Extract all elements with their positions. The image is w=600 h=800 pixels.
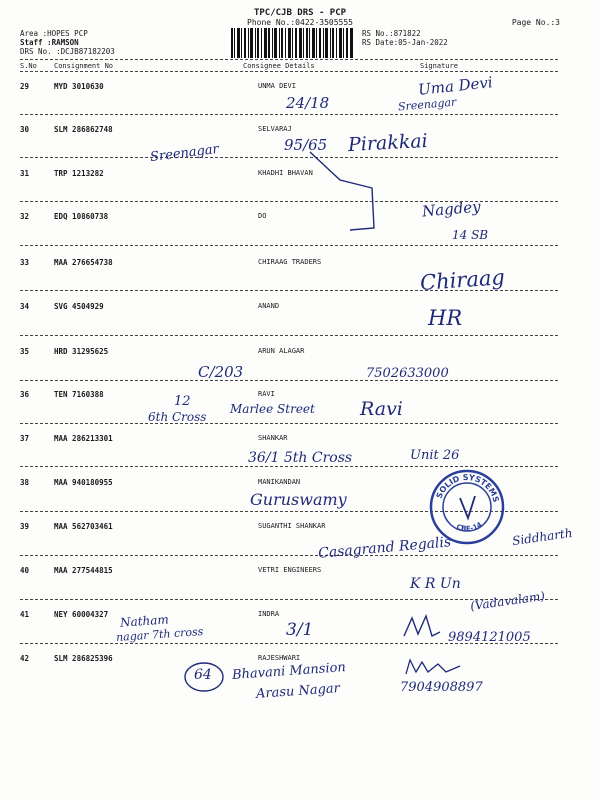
handwritten-note: Marlee Street	[230, 402, 315, 416]
staff-label: Staff :RAMSON	[20, 38, 79, 47]
consignment-number: EDQ 10860738	[54, 212, 109, 221]
consignee-name: KHADHI BHAVAN	[258, 169, 313, 177]
handwritten-note: 12	[174, 394, 191, 409]
table-row	[0, 347, 600, 387]
serial-number: 36	[20, 390, 30, 399]
handwritten-signature: Ravi	[360, 398, 403, 420]
row-divider	[20, 245, 558, 246]
consignment-number: SLM 286862748	[54, 125, 113, 134]
consignment-number: MAA 277544815	[54, 566, 113, 575]
row-divider	[20, 157, 558, 158]
consignment-number: MYD 3010630	[54, 82, 104, 91]
serial-number: 29	[20, 82, 30, 91]
handwritten-note: Unit 26	[410, 448, 460, 463]
col-header-consignment: Consignment No	[54, 62, 114, 70]
consignee-name: ANAND	[258, 302, 280, 310]
handwritten-note: Sreenagar	[149, 141, 220, 166]
handwritten-note: 7904908897	[400, 680, 483, 695]
handwritten-note: Sreenagar	[397, 95, 457, 114]
consignee-name: CHIRAAG TRADERS	[258, 258, 322, 266]
row-divider	[20, 380, 558, 381]
table-row	[0, 522, 600, 562]
consignee-name: ARUN ALAGAR	[258, 347, 305, 355]
row-divider	[20, 423, 558, 424]
handwritten-note: Casagrand Regalis	[317, 534, 452, 562]
page-number: Page No.:3	[511, 18, 560, 27]
row-divider	[20, 114, 558, 115]
handwritten-signature: Pirakkai	[347, 129, 429, 157]
rs-date: RS Date:05-Jan-2022	[362, 38, 448, 47]
handwritten-note: nagar 7th cross	[115, 624, 204, 645]
consignee-name: SELVARAJ	[258, 125, 292, 133]
serial-number: 42	[20, 654, 30, 663]
handwritten-note: Natham	[119, 612, 170, 630]
serial-number: 41	[20, 610, 30, 619]
handwritten-signature: Chiraag	[419, 265, 506, 295]
consignee-name: RAVI	[258, 390, 275, 398]
table-row	[0, 258, 600, 298]
handwritten-note: K R Un	[410, 576, 461, 592]
consignee-name: UNMA DEVI	[258, 82, 296, 90]
row-divider	[20, 335, 558, 336]
consignment-number: NEY 60004327	[54, 610, 109, 619]
serial-number: 39	[20, 522, 30, 531]
serial-number: 35	[20, 347, 30, 356]
col-header-sno: S.No	[20, 62, 37, 70]
handwritten-note: 36/1 5th Cross	[248, 450, 353, 466]
handwritten-signature: Nagdey	[421, 197, 482, 221]
consignment-number: HRD 31295625	[54, 347, 109, 356]
area-label: Area :HOPES PCP	[20, 29, 88, 38]
svg-text:CBE-14: CBE-14	[455, 520, 484, 533]
consignee-name: SUGANTHI SHANKAR	[258, 522, 326, 530]
consignment-number: MAA 562703461	[54, 522, 113, 531]
barcode-image	[231, 28, 353, 58]
serial-number: 40	[20, 566, 30, 575]
serial-number: 31	[20, 169, 30, 178]
row-divider	[20, 555, 558, 556]
consignment-number: MAA 276654738	[54, 258, 113, 267]
handwritten-note: 6th Cross	[148, 410, 207, 424]
serial-number: 34	[20, 302, 30, 311]
handwritten-stroke	[300, 150, 380, 235]
table-row	[0, 302, 600, 342]
handwritten-signature: HR	[428, 306, 463, 330]
serial-number: 37	[20, 434, 30, 443]
sheet-title: TPC/CJB DRS - PCP	[253, 8, 347, 18]
consignment-number: MAA 286213301	[54, 434, 113, 443]
consignment-number: SVG 4504929	[54, 302, 104, 311]
handwritten-signature-stroke	[404, 656, 464, 678]
consignment-number: TEN 7160388	[54, 390, 104, 399]
handwritten-note: 24/18	[286, 94, 330, 112]
consignee-name: DO	[258, 212, 267, 220]
serial-number: 32	[20, 212, 30, 221]
consignee-name: INDRA	[258, 610, 280, 618]
handwritten-note: 3/1	[286, 620, 314, 640]
handwritten-note: (Vadavalam)	[469, 588, 546, 614]
handwritten-note: 95/65	[284, 136, 328, 154]
consignee-name: RAJESHWARI	[258, 654, 301, 662]
phone-number: Phone No.:0422-3505555	[247, 18, 353, 27]
consignment-number: SLM 286825396	[54, 654, 113, 663]
rs-number: RS No.:871822	[362, 29, 421, 38]
consignment-number: TRP 1213282	[54, 169, 104, 178]
consignee-name: SHANKAR	[258, 434, 288, 442]
column-header-divider	[20, 71, 558, 72]
consignment-number: MAA 940180955	[54, 478, 113, 487]
col-header-signature: Signature	[420, 62, 458, 70]
serial-number: 30	[20, 125, 30, 134]
handwritten-signature: Guruswamy	[250, 490, 347, 509]
serial-number: 33	[20, 258, 30, 267]
consignee-name: MANIKANDAN	[258, 478, 301, 486]
svg-text:SOLID SYSTEMS: SOLID SYSTEMS	[434, 472, 501, 504]
header-divider	[20, 59, 558, 60]
col-header-consignee: Consignee Details	[243, 62, 315, 70]
handwritten-signature-stroke	[402, 612, 442, 642]
serial-number: 38	[20, 478, 30, 487]
handwritten-note: 9894121005	[448, 630, 531, 645]
handwritten-note: Bhavani Mansion	[231, 660, 347, 683]
row-divider	[20, 466, 558, 467]
handwritten-note: 14 SB	[452, 228, 489, 242]
handwritten-note: C/203	[198, 363, 244, 381]
drs-number: DRS No. :DCJB87182203	[20, 47, 115, 56]
handwritten-note: Arasu Nagar	[255, 681, 341, 702]
handwritten-note: 64	[194, 667, 212, 683]
handwritten-note: 7502633000	[366, 366, 449, 381]
consignee-name: VETRI ENGINEERS	[258, 566, 322, 574]
handwritten-signature: Siddharth	[511, 525, 574, 549]
handwritten-signature: Uma Devi	[417, 73, 494, 99]
